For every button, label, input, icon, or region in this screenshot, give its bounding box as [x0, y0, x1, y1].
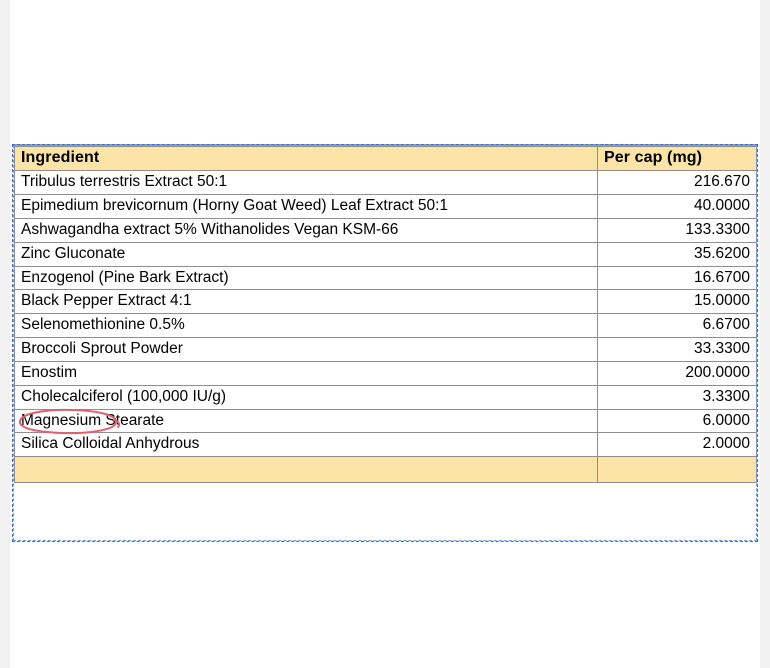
cell-per-cap[interactable]: 6.6700: [598, 314, 757, 338]
column-header-ingredient[interactable]: Ingredient: [15, 147, 598, 171]
ingredient-table: [14, 146, 757, 483]
table-row[interactable]: [15, 409, 757, 433]
cell-ingredient-enostim[interactable]: Enostim: [15, 361, 598, 385]
cell-ingredient[interactable]: Selenomethionine 0.5%: [15, 314, 598, 338]
table-row[interactable]: [15, 385, 757, 409]
table-row-empty[interactable]: [15, 457, 757, 483]
cell-per-cap[interactable]: 3.3300: [598, 385, 757, 409]
table-header-row: [15, 147, 757, 171]
left-margin-band: [0, 0, 10, 668]
cell-ingredient[interactable]: Cholecalciferol (100,000 IU/g): [15, 385, 598, 409]
cell-ingredient[interactable]: Broccoli Sprout Powder: [15, 338, 598, 362]
cell-ingredient[interactable]: [15, 457, 598, 483]
table-row[interactable]: [15, 314, 757, 338]
cell-ingredient[interactable]: Magnesium Stearate: [15, 409, 598, 433]
cell-ingredient[interactable]: Enzogenol (Pine Bark Extract): [15, 266, 598, 290]
cell-per-cap[interactable]: 6.0000: [598, 409, 757, 433]
table-row[interactable]: [15, 219, 757, 243]
table-row[interactable]: [15, 266, 757, 290]
table-row-highlighted[interactable]: [15, 361, 757, 385]
table-row[interactable]: [15, 195, 757, 219]
table-row[interactable]: [15, 338, 757, 362]
cell-per-cap[interactable]: 200.0000: [598, 361, 757, 385]
table-row[interactable]: [15, 242, 757, 266]
cell-ingredient[interactable]: Black Pepper Extract 4:1: [15, 290, 598, 314]
cell-per-cap[interactable]: [598, 457, 757, 483]
right-margin-band: [760, 0, 770, 668]
cell-per-cap[interactable]: 33.3300: [598, 338, 757, 362]
cell-per-cap[interactable]: 133.3300: [598, 219, 757, 243]
cell-ingredient[interactable]: Zinc Gluconate: [15, 242, 598, 266]
cell-per-cap[interactable]: 35.6200: [598, 242, 757, 266]
table-header: [15, 147, 757, 171]
cell-per-cap[interactable]: 16.6700: [598, 266, 757, 290]
table-row[interactable]: [15, 290, 757, 314]
table-row[interactable]: [15, 171, 757, 195]
cell-per-cap[interactable]: 15.0000: [598, 290, 757, 314]
cell-per-cap[interactable]: 216.670: [598, 171, 757, 195]
cell-ingredient[interactable]: Epimedium brevicornum (Horny Goat Weed) Leaf Extract 50:1: [15, 195, 598, 219]
cell-ingredient[interactable]: Tribulus terrestris Extract 50:1: [15, 171, 598, 195]
cell-per-cap[interactable]: 2.0000: [598, 433, 757, 457]
column-header-per-cap[interactable]: Per cap (mg): [598, 147, 757, 171]
table-row[interactable]: [15, 433, 757, 457]
cell-ingredient[interactable]: Ashwagandha extract 5% Withanolides Vegan KSM-66: [15, 219, 598, 243]
table-body: [15, 171, 757, 483]
cell-per-cap[interactable]: 40.0000: [598, 195, 757, 219]
ingredient-table-container: [14, 146, 756, 483]
cell-ingredient[interactable]: Silica Colloidal Anhydrous: [15, 433, 598, 457]
